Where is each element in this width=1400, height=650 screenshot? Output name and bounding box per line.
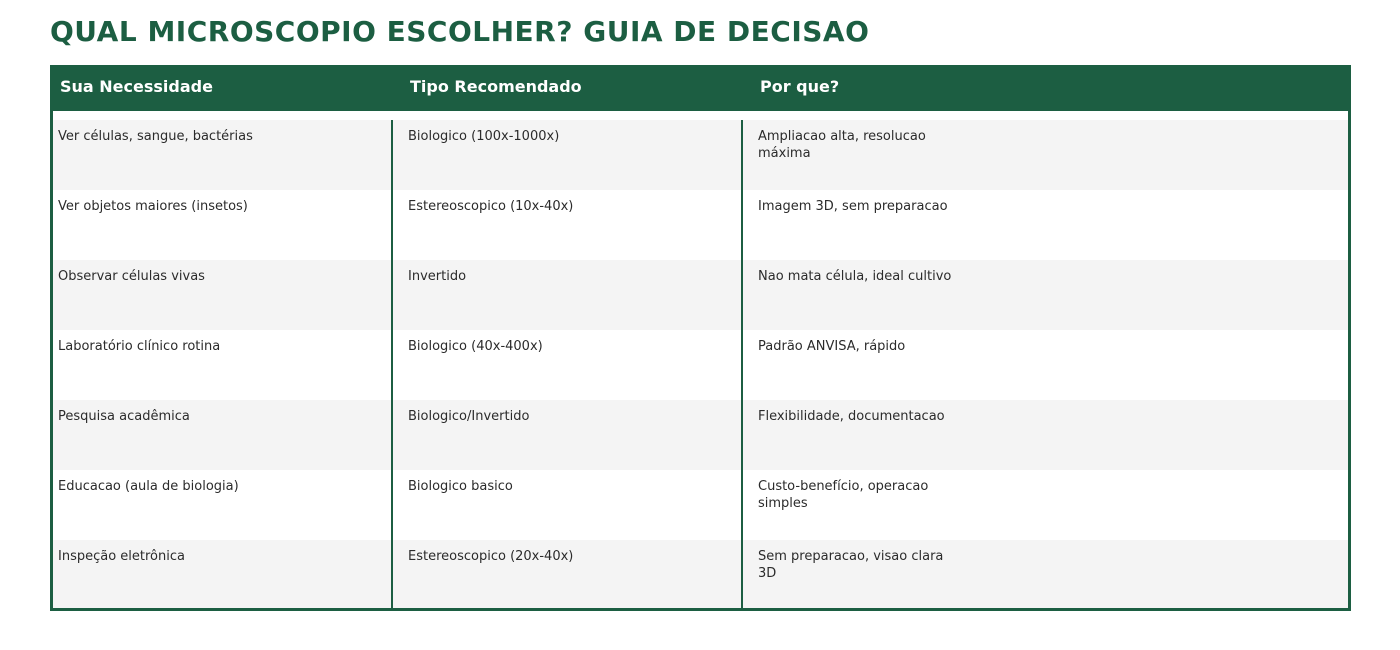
cell-why: Nao mata célula, ideal cultivo (758, 269, 952, 284)
cell-need: Ver objetos maiores (insetos) (58, 199, 248, 214)
cell-need: Inspeção eletrônica (58, 549, 185, 564)
table-row (53, 260, 1348, 330)
header-need: Sua Necessidade (60, 77, 213, 96)
cell-why: Padrão ANVISA, rápido (758, 339, 906, 354)
table-row (53, 400, 1348, 470)
cell-recommended-type: Biologico/Invertido (408, 409, 530, 424)
table-row (53, 190, 1348, 260)
cell-recommended-type: Estereoscopico (10x-40x) (408, 199, 574, 214)
column-divider (391, 120, 393, 608)
header-recommended-type: Tipo Recomendado (410, 77, 582, 96)
cell-recommended-type: Invertido (408, 269, 467, 284)
cell-need: Pesquisa acadêmica (58, 409, 190, 424)
decision-table (50, 65, 1351, 611)
cell-recommended-type: Estereoscopico (20x-40x) (408, 549, 574, 564)
cell-need: Laboratório clínico rotina (58, 339, 221, 354)
cell-need: Educacao (aula de biologia) (58, 479, 239, 494)
cell-recommended-type: Biologico (100x-1000x) (408, 129, 560, 144)
cell-why: Flexibilidade, documentacao (758, 409, 945, 424)
cell-why: Ampliacao alta, resolucao máxima (758, 129, 926, 161)
page-title: QUAL MICROSCOPIO ESCOLHER? GUIA DE DECISAO (50, 15, 870, 48)
table-row (53, 470, 1348, 540)
cell-why: Imagem 3D, sem preparacao (758, 199, 948, 214)
cell-recommended-type: Biologico basico (408, 479, 513, 494)
cell-need: Ver células, sangue, bactérias (58, 129, 253, 144)
table-row (53, 540, 1348, 610)
table-row (53, 330, 1348, 400)
cell-recommended-type: Biologico (40x-400x) (408, 339, 543, 354)
table-row (53, 120, 1348, 190)
header-why: Por que? (760, 77, 840, 96)
cell-why: Custo-benefício, operacao simples (758, 479, 929, 511)
column-divider (741, 120, 743, 608)
cell-need: Observar células vivas (58, 269, 205, 284)
table-header (53, 68, 1348, 111)
cell-why: Sem preparacao, visao clara 3D (758, 549, 944, 581)
